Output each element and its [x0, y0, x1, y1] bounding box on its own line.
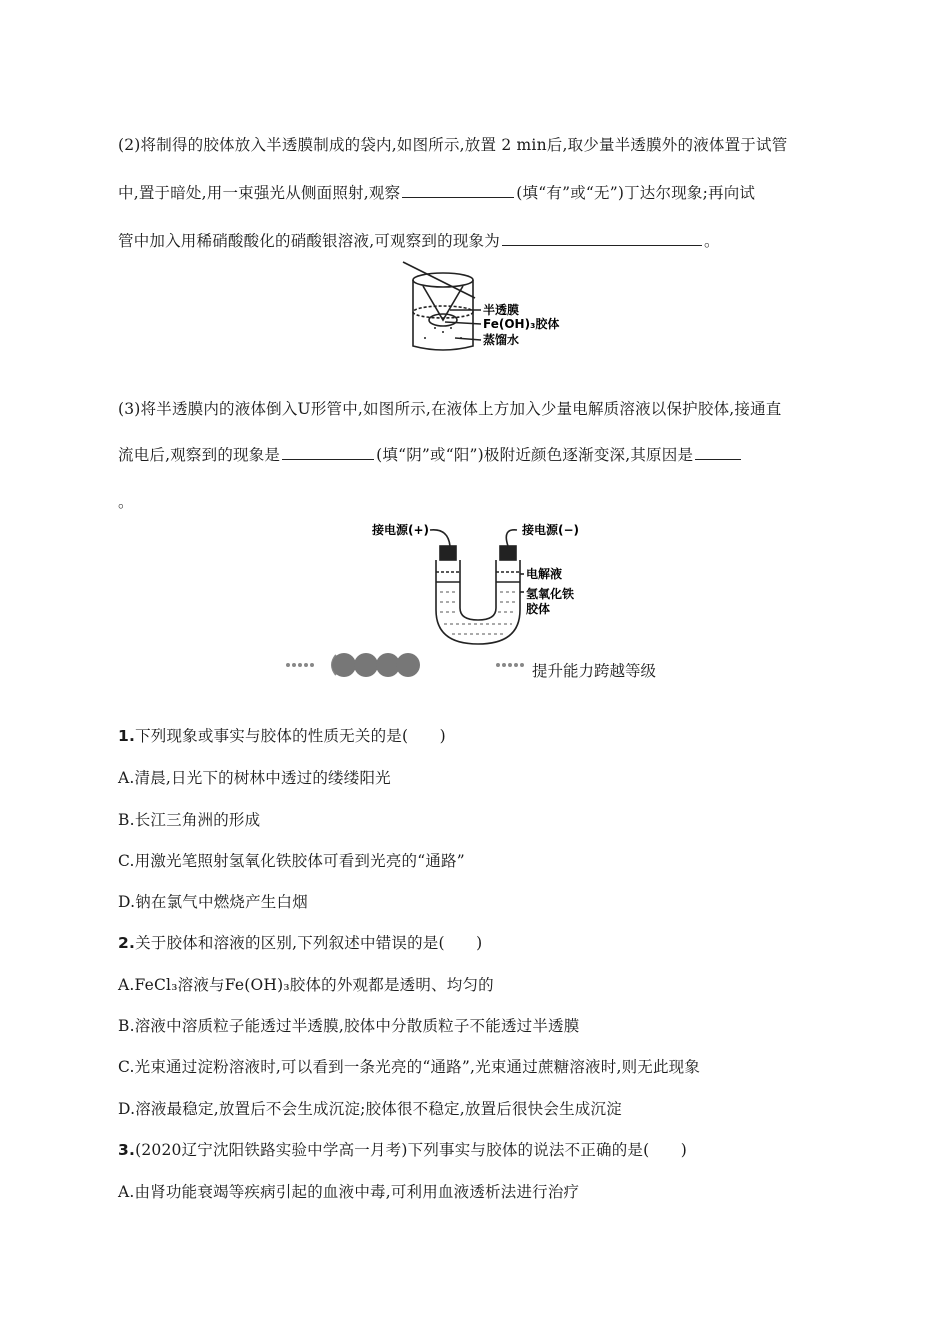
answer-blank[interactable]	[282, 443, 374, 460]
question-text: (2020辽宁沈阳铁路实验中学高一月考)下列事实与胶体的说法不正确的是( )	[135, 1141, 688, 1159]
part3-line3: 。	[118, 493, 134, 511]
positive-label: 接电源(+)	[372, 523, 430, 537]
option-1d[interactable]: D.钠在氯气中燃烧产生白烟	[118, 893, 308, 911]
part2-line1: (2)将制得的胶体放入半透膜制成的袋内,如图所示,放置 2 min后,取少量半透膜外的液体置于试管	[118, 136, 788, 154]
section-banner-title: 提升能力跨越等级	[532, 662, 657, 680]
colloid-label-1: 氢氧化铁	[526, 587, 575, 601]
question-2-stem	[118, 931, 482, 953]
negative-label: 接电源(−)	[522, 523, 580, 537]
part3-line2	[118, 443, 743, 465]
question-1-stem	[118, 724, 446, 746]
beaker-rim	[413, 273, 473, 287]
question-text: 关于胶体和溶液的区别,下列叙述中错误的是( )	[135, 934, 483, 952]
beaker-diagram	[395, 258, 595, 358]
answer-blank[interactable]	[502, 229, 702, 246]
membrane-bag	[423, 286, 463, 320]
answer-blank[interactable]	[695, 443, 741, 460]
part3-line1: (3)将半透膜内的液体倒入U形管中,如图所示,在液体上方加入少量电解质溶液以保护胶体,接通直	[118, 400, 782, 418]
section-banner-decoration	[284, 650, 524, 680]
water-label: 蒸馏水	[483, 333, 520, 347]
option-2a[interactable]: A.FeCl₃溶液与Fe(OH)₃胶体的外观都是透明、均匀的	[118, 976, 494, 994]
option-1a[interactable]: A.清晨,日光下的树林中透过的缕缕阳光	[118, 769, 391, 787]
membrane-label: 半透膜	[483, 303, 520, 317]
option-2d[interactable]: D.溶液最稳定,放置后不会生成沉淀;胶体很不稳定,放置后很快会生成沉淀	[118, 1100, 622, 1118]
question-3-stem	[118, 1138, 687, 1160]
option-1b[interactable]: B.长江三角洲的形成	[118, 811, 261, 829]
u-tube-diagram	[372, 520, 632, 650]
beaker-body	[413, 280, 473, 350]
wire-negative	[506, 530, 517, 546]
question-number: 1.	[118, 727, 136, 745]
part2-line3-text-a: 管中加入用稀硝酸酸化的硝酸银溶液,可观察到的现象为	[118, 232, 500, 250]
answer-blank[interactable]	[402, 181, 514, 198]
colloid-label-2: 胶体	[526, 602, 551, 616]
part2-line2-text-b: (填“有”或“无”)丁达尔现象;再向试	[516, 184, 756, 202]
part2-line3	[118, 229, 720, 251]
question-text: 下列现象或事实与胶体的性质无关的是( )	[135, 727, 446, 745]
option-1c[interactable]: C.用激光笔照射氢氧化铁胶体可看到光亮的“通路”	[118, 852, 465, 870]
colloid-label: Fe(OH)₃胶体	[483, 317, 560, 331]
part2-line2-text-a: 中,置于暗处,用一束强光从侧面照射,观察	[118, 184, 401, 202]
electrolyte-label: 电解液	[526, 567, 563, 581]
option-2b[interactable]: B.溶液中溶质粒子能透过半透膜,胶体中分散质粒子不能透过半透膜	[118, 1017, 580, 1035]
electrode-negative	[500, 546, 516, 560]
electrode-positive	[440, 546, 456, 560]
option-2c[interactable]: C.光束通过淀粉溶液时,可以看到一条光亮的“通路”,光束通过蔗糖溶液时,则无此现象	[118, 1058, 701, 1076]
option-3a[interactable]: A.由肾功能衰竭等疾病引起的血液中毒,可利用血液透析法进行治疗	[118, 1183, 580, 1201]
wire-positive	[430, 530, 450, 546]
part3-line2-text-b: (填“阴”或“阳”)极附近颜色逐渐变深,其原因是	[376, 446, 694, 464]
part2-line2	[118, 181, 755, 203]
part3-line2-text-a: 流电后,观察到的现象是	[118, 446, 281, 464]
question-number: 2.	[118, 934, 136, 952]
part2-line3-text-b: 。	[703, 232, 720, 250]
question-number: 3.	[118, 1141, 136, 1159]
